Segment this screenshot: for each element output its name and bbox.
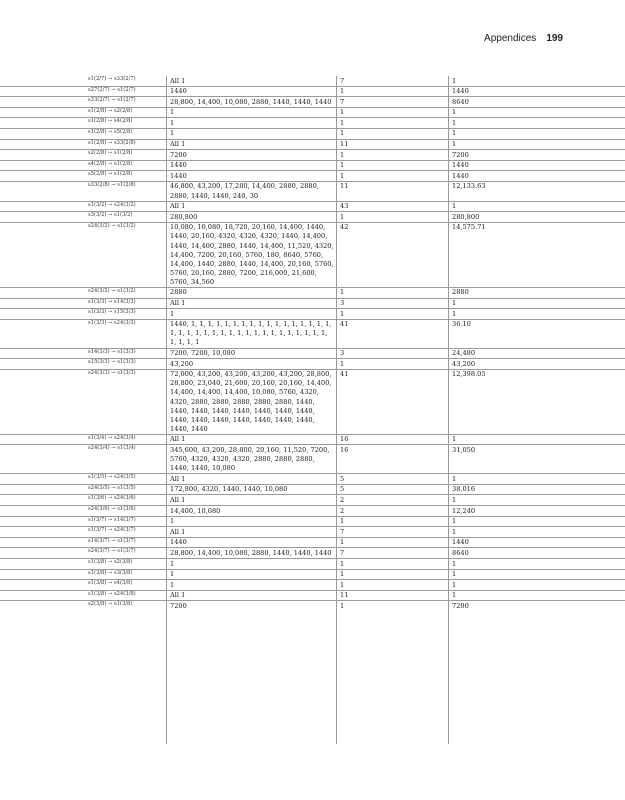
times-list: 72,000, 43,200, 43,200, 43,200, 43,200, 28,800, 28,800, 23,040, 21,600, 20,160, 20,160, 14,400, 14,400, 14,400, 14,400, 10,080, 5760, 4320, 4320, 2880, 2880, 2880, 2880, 2880, 1440, 1440, 1440, 1440, 1440, 1440, 1440, 1440, 1440, 1440, 1440, 1440, 1440, 1440, 1440, 1440, 1440	[170, 370, 332, 433]
table-row	[0, 558, 625, 569]
table-row	[0, 600, 625, 611]
times-list: 1	[170, 559, 175, 568]
times-list: 7200	[170, 150, 187, 159]
table-row	[0, 579, 625, 590]
times-list: All 1	[170, 76, 186, 85]
times-list: 2880	[170, 288, 187, 297]
times-list: 1440	[170, 171, 187, 180]
count-value: 16	[340, 445, 349, 454]
times-list: 1	[170, 570, 175, 579]
transition-label	[88, 310, 158, 315]
times-list: 1440, 1, 1, 1, 1, 1, 1, 1, 1, 1, 1, 1, 1, 1, 1, 1, 1, 1, 1, 1, 1, 1, 1, 1, 1, 1, 1, 1, 1, 1, 1, 1, 1, 1, 1, 1, 1, 1, 1, 1, 1	[170, 320, 332, 347]
count-value: 1	[340, 161, 345, 170]
mean-value: 7200	[452, 150, 469, 159]
table-row	[0, 222, 625, 287]
transition-label	[88, 300, 158, 305]
count-value: 11	[340, 140, 349, 149]
mean-value: 1	[452, 108, 457, 117]
times-list: 10,080, 10,080, 18,720, 20,160, 14,400, 1440, 1440, 20,160, 4320, 4320, 4320, 1440, 14,400, 1440, 14,400, 2880, 1440, 14,400, 11,520, 4320, 14,400, 7200, 20,160, 5760, 180, 8640, 5760, 14,400, 1440, 2880, 1440, 14,400, 20,160, 5760, 5760, 20,160, 2880, 7200, 216,000, 21,600, 5760, 34,560	[170, 223, 334, 286]
mean-value: 1	[452, 474, 457, 483]
transition-label-line: s1(3/7) → s24(3/7)	[88, 527, 136, 534]
mean-value: 12,240	[452, 506, 476, 515]
times-list: 280,800	[170, 212, 198, 221]
count-value: 3	[340, 349, 345, 358]
transition-label-line: s1(2/8) → s33(2/8)	[88, 139, 136, 146]
table-row	[0, 484, 625, 495]
table-row	[0, 287, 625, 298]
mean-value: 1	[452, 495, 457, 504]
table-row	[0, 569, 625, 580]
transition-label-line: s24(3/5) → s1(3/5)	[88, 484, 136, 491]
table-row	[0, 348, 625, 359]
times-list: All 1	[170, 202, 186, 211]
header-title: Appendices	[484, 33, 537, 44]
transition-label	[88, 289, 158, 294]
transition-label	[88, 109, 158, 114]
table-row	[0, 181, 625, 201]
times-list: 7200, 7200, 10,080	[170, 349, 236, 358]
count-value: 1	[340, 108, 345, 117]
count-value: 1	[340, 150, 345, 159]
count-value: 1	[340, 288, 345, 297]
transition-label	[88, 446, 158, 451]
times-list: 1440	[170, 87, 187, 96]
transition-label-line: s15(3/3) → s1(3/3)	[88, 359, 136, 366]
mean-value: 8640	[452, 548, 469, 557]
times-list: 43,200	[170, 359, 194, 368]
table-row	[0, 434, 625, 445]
times-list: 1440	[170, 538, 187, 547]
transition-label-line: s1(2/7) → s33(2/7)	[88, 76, 136, 82]
count-value: 11	[340, 591, 349, 600]
table-row	[0, 107, 625, 118]
transition-label-line: s2(3/8) → s1(3/8)	[88, 601, 133, 608]
times-list: All 1	[170, 299, 186, 308]
count-value: 1	[340, 538, 345, 547]
transition-label	[88, 203, 158, 208]
transition-label-line: s1(3/3) → s15(3/3)	[88, 309, 136, 316]
transition-label-line: s24(3/7) → s1(3/7)	[88, 548, 136, 555]
transition-label	[88, 162, 158, 167]
table-row	[0, 211, 625, 222]
transition-label	[88, 130, 158, 135]
count-value: 7	[340, 97, 345, 106]
times-list: 7200	[170, 601, 187, 610]
transition-label-line: s1(2/8) → s5(2/8)	[88, 128, 133, 135]
transition-table	[0, 76, 625, 611]
mean-value: 43,200	[452, 359, 476, 368]
mean-value: 1440	[452, 87, 469, 96]
transition-label-line: s27(2/7) → s1(2/7)	[88, 86, 136, 93]
transition-label	[88, 592, 158, 597]
transition-label-line: s24(3/3) → s1(3/3)	[88, 369, 136, 376]
count-value: 1	[340, 570, 345, 579]
transition-label-line: s2(2/8) → s1(2/8)	[88, 150, 133, 157]
transition-label-line: s1(3/6) → s24(3/6)	[88, 495, 136, 502]
mean-value: 7200	[452, 601, 469, 610]
times-list: 1	[170, 580, 175, 589]
mean-value: 1	[452, 580, 457, 589]
table-row	[0, 473, 625, 484]
mean-value: 1440	[452, 171, 469, 180]
count-value: 1	[340, 171, 345, 180]
transition-label	[88, 549, 158, 554]
times-list: All 1	[170, 474, 186, 483]
table-row	[0, 444, 625, 473]
count-value: 1	[340, 559, 345, 568]
count-value: 42	[340, 223, 349, 232]
times-list: 1	[170, 517, 175, 526]
count-value: 11	[340, 182, 349, 191]
mean-value: 1	[452, 591, 457, 600]
transition-label	[88, 183, 158, 188]
times-list: 14,400, 10,080	[170, 506, 221, 515]
transition-label	[88, 371, 158, 376]
times-list: All 1	[170, 527, 186, 536]
transition-label	[88, 172, 158, 177]
times-list: 28,800, 14,400, 10,080, 2880, 1440, 1440, 1440	[170, 548, 332, 557]
mean-value: 1	[452, 570, 457, 579]
table-row	[0, 76, 625, 86]
transition-label	[88, 518, 158, 523]
table-row	[0, 160, 625, 171]
times-list: All 1	[170, 495, 186, 504]
page-number: 199	[546, 33, 563, 44]
mean-value: 1440	[452, 161, 469, 170]
count-value: 5	[340, 474, 345, 483]
mean-value: 14,575.71	[452, 223, 486, 232]
table-row	[0, 96, 625, 107]
table-row	[0, 201, 625, 212]
transition-label-line: s5(2/8) → s1(2/8)	[88, 171, 133, 178]
transition-label	[88, 119, 158, 124]
mean-value: 280,800	[452, 212, 480, 221]
mean-value: 36.10	[452, 320, 471, 329]
count-value: 2	[340, 495, 345, 504]
transition-label	[88, 486, 158, 491]
mean-value: 1440	[452, 538, 469, 547]
transition-label-line: s1(3/8) → s4(3/8)	[88, 580, 133, 587]
mean-value: 2880	[452, 288, 469, 297]
mean-value: 1	[452, 202, 457, 211]
transition-label	[88, 151, 158, 156]
count-value: 1	[340, 87, 345, 96]
mean-value: 12,398.05	[452, 370, 486, 379]
transition-label-line: s4(2/8) → s1(2/8)	[88, 160, 133, 167]
count-value: 2	[340, 506, 345, 515]
transition-label-line: s1(3/3) → s24(3/3)	[88, 319, 136, 326]
times-list: All 1	[170, 140, 186, 149]
transition-label-line: s24(3/4) → s1(3/4)	[88, 445, 136, 452]
mean-value: 1	[452, 118, 457, 127]
mean-value: 1	[452, 517, 457, 526]
table-row	[0, 537, 625, 548]
transition-label	[88, 528, 158, 533]
mean-value: 38,016	[452, 485, 476, 494]
table-row	[0, 128, 625, 139]
mean-value: 31,050	[452, 445, 476, 454]
table-row	[0, 526, 625, 537]
transition-label-line: s24(3/6) → s1(3/6)	[88, 506, 136, 513]
transition-label-line: s1(3/2) → s24(3/2)	[88, 201, 136, 208]
transition-label	[88, 571, 158, 576]
transition-label-line: s1(2/8) → s2(2/8)	[88, 107, 133, 114]
table-row	[0, 319, 625, 348]
transition-label-line: s24(3/2) → s1(3/2)	[88, 287, 136, 294]
count-value: 7	[340, 527, 345, 536]
times-list: 345,600, 43,200, 28,800, 20,160, 11,520, 7200, 5760, 4320, 4320, 4320, 2880, 2880, 2880, 1440, 1440, 10,080	[170, 445, 330, 473]
transition-label-line: s3(3/2) → s1(3/2)	[88, 212, 133, 219]
transition-label	[88, 496, 158, 501]
transition-label-line: s1(3/5) → s24(3/5)	[88, 474, 136, 481]
transition-label	[88, 507, 158, 512]
table-row	[0, 86, 625, 97]
transition-label-line: s33(2/7) → s1(2/7)	[88, 97, 136, 104]
table-row	[0, 117, 625, 128]
table-row	[0, 149, 625, 160]
times-list: 1	[170, 309, 175, 318]
mean-value: 1	[452, 299, 457, 308]
transition-label	[88, 98, 158, 103]
count-value: 3	[340, 299, 345, 308]
transition-label-line: s1(3/3) → s14(3/3)	[88, 298, 136, 305]
count-value: 5	[340, 485, 345, 494]
table-row	[0, 139, 625, 150]
count-value: 1	[340, 309, 345, 318]
mean-value: 1	[452, 129, 457, 138]
table-row	[0, 547, 625, 558]
times-list: 46,800, 43,200, 17,280, 14,400, 2880, 2880, 2880, 1440, 1440, 240, 30	[170, 182, 319, 200]
times-list: 172,800, 4320, 1440, 1440, 10,080	[170, 485, 288, 494]
mean-value: 24,480	[452, 349, 476, 358]
running-header	[484, 33, 563, 44]
count-value: 1	[340, 129, 345, 138]
transition-label-line: s1(3/8) → s2(3/8)	[88, 559, 133, 565]
transition-label-line: s1(3/8) → s24(3/8)	[88, 590, 136, 597]
count-value: 7	[340, 548, 345, 557]
transition-label	[88, 224, 158, 229]
transition-label	[88, 350, 158, 355]
table-row	[0, 516, 625, 527]
times-list: 1	[170, 108, 175, 117]
transition-label	[88, 539, 158, 544]
transition-label-line: s24(3/2) → s1(3/2)	[88, 222, 136, 229]
count-value: 41	[340, 320, 349, 329]
transition-label	[88, 436, 158, 441]
count-value: 1	[340, 601, 345, 610]
table-row	[0, 298, 625, 309]
times-list: 1440	[170, 161, 187, 170]
count-value: 1	[340, 517, 345, 526]
mean-value: 12,133.63	[452, 182, 486, 191]
transition-label-line: s14(3/3) → s1(3/3)	[88, 348, 136, 355]
transition-label	[88, 602, 158, 607]
times-list: All 1	[170, 591, 186, 600]
transition-label	[88, 88, 158, 93]
transition-label-line: s1(2/8) → s4(2/8)	[88, 118, 133, 125]
transition-label	[88, 321, 158, 326]
transition-label	[88, 475, 158, 480]
transition-label	[88, 77, 158, 82]
times-list: 1	[170, 118, 175, 127]
times-list: 28,800, 14,400, 10,080, 2880, 1440, 1440, 1440	[170, 97, 332, 106]
count-value: 43	[340, 202, 349, 211]
count-value: 41	[340, 370, 349, 379]
count-value: 1	[340, 212, 345, 221]
transition-label-line: s1(3/4) → s24(3/4)	[88, 434, 136, 441]
transition-label-line: s1(3/7) → s14(3/7)	[88, 516, 136, 523]
count-value: 1	[340, 359, 345, 368]
times-list: All 1	[170, 435, 186, 444]
transition-label	[88, 213, 158, 218]
transition-label	[88, 141, 158, 146]
times-list: 1	[170, 129, 175, 138]
table-row	[0, 369, 625, 434]
transition-label	[88, 560, 158, 565]
mean-value: 1	[452, 559, 457, 568]
transition-label-line: s14(3/7) → s1(3/7)	[88, 537, 136, 544]
count-value: 16	[340, 435, 349, 444]
table-row	[0, 308, 625, 319]
count-value: 1	[340, 580, 345, 589]
transition-label-line: s33(2/8) → s1(2/8)	[88, 181, 136, 188]
count-value: 1	[340, 118, 345, 127]
transition-label	[88, 360, 158, 365]
mean-value: 8640	[452, 97, 469, 106]
transition-label-line: s1(3/8) → s3(3/8)	[88, 569, 133, 576]
mean-value: 1	[452, 140, 457, 149]
mean-value: 1	[452, 309, 457, 318]
table-row	[0, 358, 625, 369]
transition-label	[88, 581, 158, 586]
table-row	[0, 170, 625, 181]
table-row	[0, 494, 625, 505]
mean-value: 1	[452, 76, 457, 85]
table-row	[0, 505, 625, 516]
mean-value: 1	[452, 435, 457, 444]
count-value: 7	[340, 76, 345, 85]
table-row	[0, 590, 625, 601]
mean-value: 1	[452, 527, 457, 536]
